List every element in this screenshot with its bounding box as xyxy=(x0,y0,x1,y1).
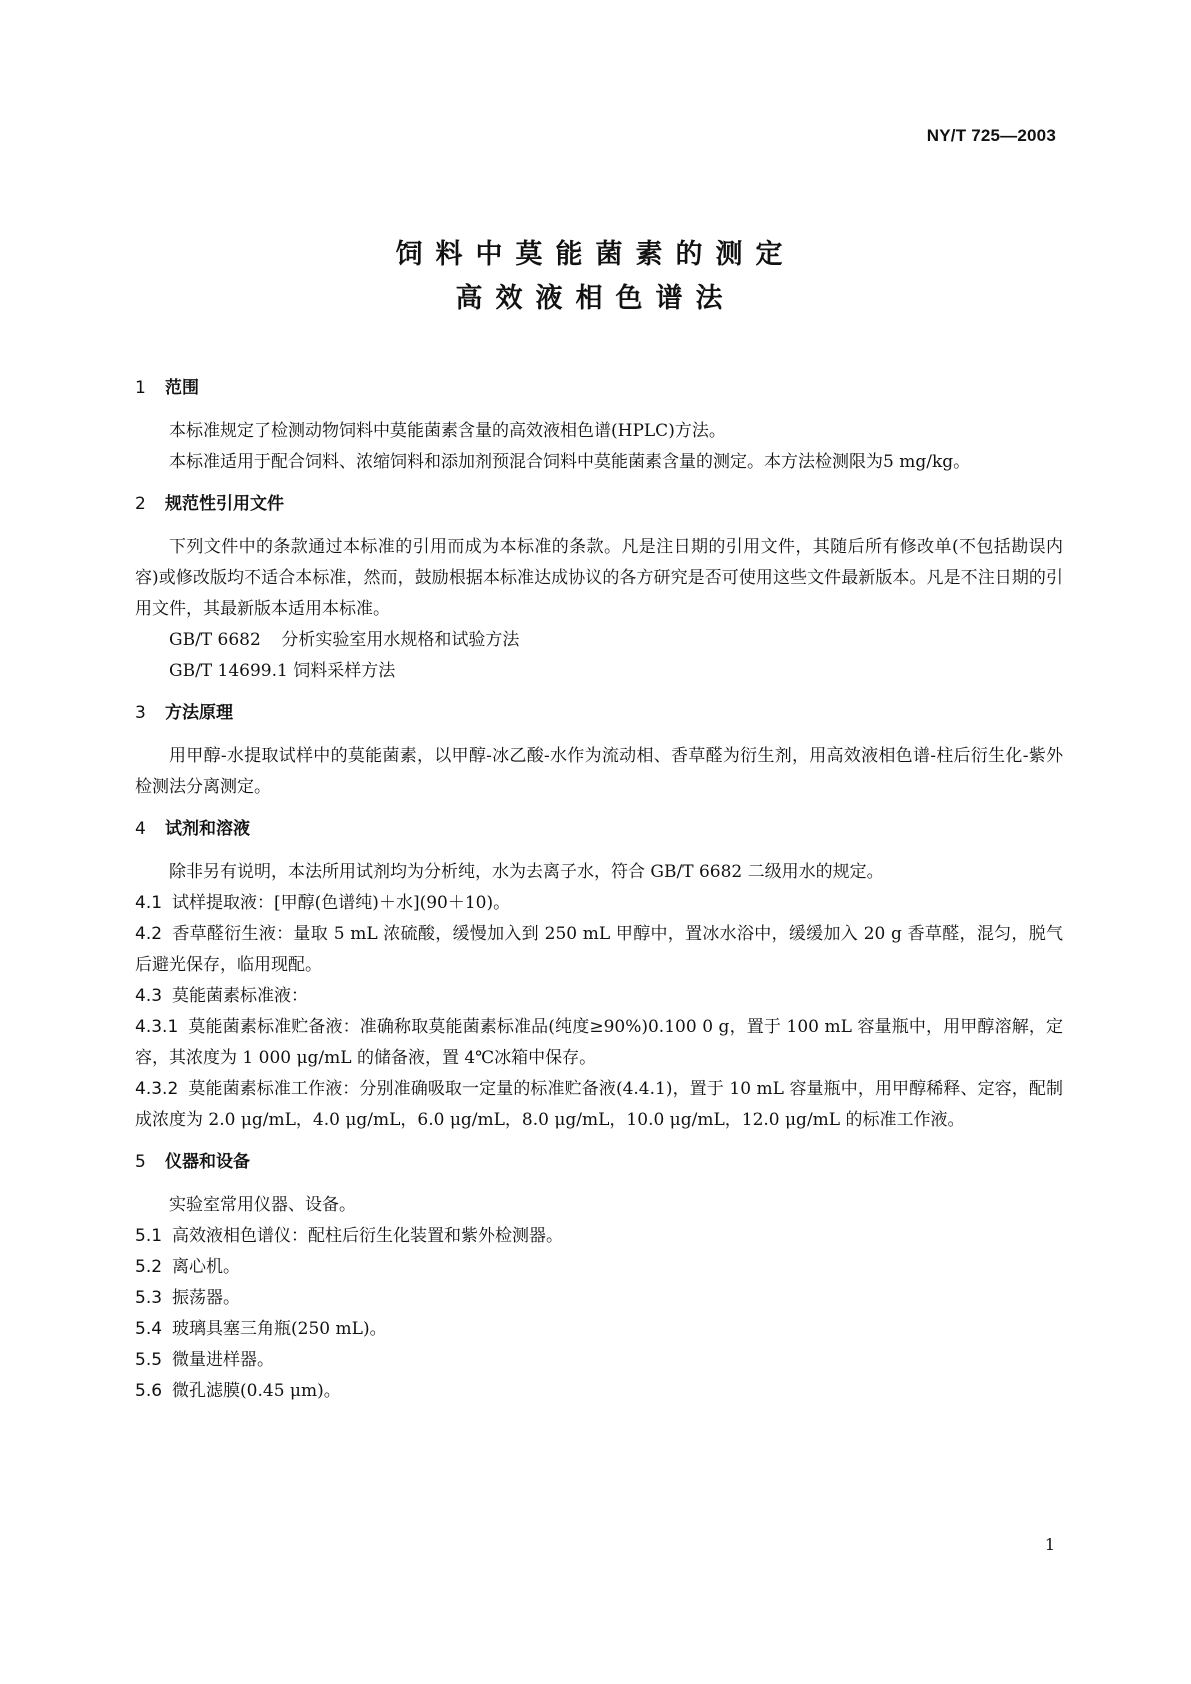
page-number: 1 xyxy=(1044,1535,1055,1554)
clause-number: 4.3 xyxy=(135,986,163,1006)
section-number: 1 xyxy=(135,378,146,398)
clause-item xyxy=(135,1314,1063,1345)
clause-number: 5.3 xyxy=(135,1288,163,1308)
reference-title: 分析实验室用水规格和试验方法 xyxy=(281,630,520,650)
clause-number: 4.2 xyxy=(135,924,163,944)
clause-text: 莫能菌素标准工作液：分别准确吸取一定量的标准贮备液(4.4.1)，置于 10 mL 容量瓶中，用甲醇稀释、定容，配制成浓度为 2.0 μg/mL，4.0 μg/mL，6.0 μg/mL，8.0 μg/mL，10.0 μg/mL，12.0 μg/mL 的标准工作液。 xyxy=(135,1079,1063,1130)
paragraph: 实验室常用仪器、设备。 xyxy=(169,1195,356,1215)
clause-text: 玻璃具塞三角瓶(250 mL)。 xyxy=(172,1319,387,1339)
section-title: 方法原理 xyxy=(165,703,233,723)
clause-item xyxy=(135,1012,1063,1074)
clause-item xyxy=(135,1345,1063,1376)
clause-item xyxy=(135,888,1063,919)
paragraph: 除非另有说明，本法所用试剂均为分析纯，水为去离子水，符合 GB/T 6682 二级用水的规定。 xyxy=(169,862,884,882)
section-number: 5 xyxy=(135,1152,146,1172)
section-heading-normative-references xyxy=(135,489,1063,520)
section-heading-principle xyxy=(135,698,1063,729)
reference-item xyxy=(135,625,1063,656)
clause-text: 高效液相色谱仪：配柱后衍生化装置和紫外检测器。 xyxy=(172,1226,564,1246)
clause-number: 5.6 xyxy=(135,1381,163,1401)
document-title: 饲料中莫能菌素的测定 xyxy=(395,239,796,270)
reference-item xyxy=(135,656,1063,687)
clause-number: 5.1 xyxy=(135,1226,163,1246)
section-number: 4 xyxy=(135,819,146,839)
section-title: 试剂和溶液 xyxy=(165,819,250,839)
reference-code: GB/T 14699.1 xyxy=(169,661,288,681)
paragraph: 本标准适用于配合饲料、浓缩饲料和添加剂预混合饲料中莫能菌素含量的测定。本方法检测限为5 mg/kg。 xyxy=(169,452,971,472)
clause-number: 5.4 xyxy=(135,1319,163,1339)
clause-text: 振荡器。 xyxy=(172,1288,241,1308)
section-title: 规范性引用文件 xyxy=(165,494,284,514)
section-number: 2 xyxy=(135,494,146,514)
clause-number: 5.2 xyxy=(135,1257,163,1277)
clause-text: 微量进样器。 xyxy=(172,1350,275,1370)
clause-text: 离心机。 xyxy=(172,1257,241,1277)
section-heading-reagents xyxy=(135,814,1063,845)
section-heading-apparatus xyxy=(135,1147,1063,1178)
clause-item xyxy=(135,1283,1063,1314)
clause-item xyxy=(135,1252,1063,1283)
clause-number: 4.3.2 xyxy=(135,1079,179,1099)
paragraph: 下列文件中的条款通过本标准的引用而成为本标准的条款。凡是注日期的引用文件，其随后所有修改单(不包括勘误内容)或修改版均不适合本标准，然而，鼓励根据本标准达成协议的各方研究是否可使用这些文件最新版本。凡是不注日期的引用文件，其最新版本适用本标准。 xyxy=(135,537,1063,619)
clause-number: 4.3.1 xyxy=(135,1017,179,1037)
clause-text: 莫能菌素标准液： xyxy=(172,986,309,1006)
document-body xyxy=(135,373,1063,1407)
paragraph: 用甲醇-水提取试样中的莫能菌素，以甲醇-冰乙酸-水作为流动相、香草醛为衍生剂，用高效液相色谱-柱后衍生化-紫外检测法分离测定。 xyxy=(135,746,1063,797)
reference-code: GB/T 6682 xyxy=(169,630,261,650)
section-title: 仪器和设备 xyxy=(165,1152,250,1172)
reference-title: 饲料采样方法 xyxy=(293,661,396,681)
section-heading-scope xyxy=(135,373,1063,404)
standard-code: NY/T 725—2003 xyxy=(926,126,1056,145)
clause-text: 微孔滤膜(0.45 μm)。 xyxy=(172,1381,341,1401)
clause-item xyxy=(135,1376,1063,1407)
clause-number: 5.5 xyxy=(135,1350,163,1370)
section-title: 范围 xyxy=(165,378,199,398)
paragraph: 本标准规定了检测动物饲料中莫能菌素含量的高效液相色谱(HPLC)方法。 xyxy=(169,421,726,441)
clause-item xyxy=(135,1074,1063,1136)
section-number: 3 xyxy=(135,703,146,723)
clause-number: 4.1 xyxy=(135,893,163,913)
clause-text: 香草醛衍生液：量取 5 mL 浓硫酸，缓慢加入到 250 mL 甲醇中，置冰水浴中，缓缓加入 20 g 香草醛，混匀，脱气后避光保存，临用现配。 xyxy=(135,924,1063,975)
clause-item xyxy=(135,1221,1063,1252)
clause-item xyxy=(135,919,1063,981)
clause-text: 试样提取液：[甲醇(色谱纯)＋水](90＋10)。 xyxy=(172,893,511,913)
clause-text: 莫能菌素标准贮备液：准确称取莫能菌素标准品(纯度≥90%)0.100 0 g，置于 100 mL 容量瓶中，用甲醇溶解，定容，其浓度为 1 000 μg/mL 的储备液，置 4℃冰箱中保存。 xyxy=(135,1017,1063,1068)
document-subtitle: 高效液相色谱法 xyxy=(455,283,736,314)
clause-item xyxy=(135,981,1063,1012)
